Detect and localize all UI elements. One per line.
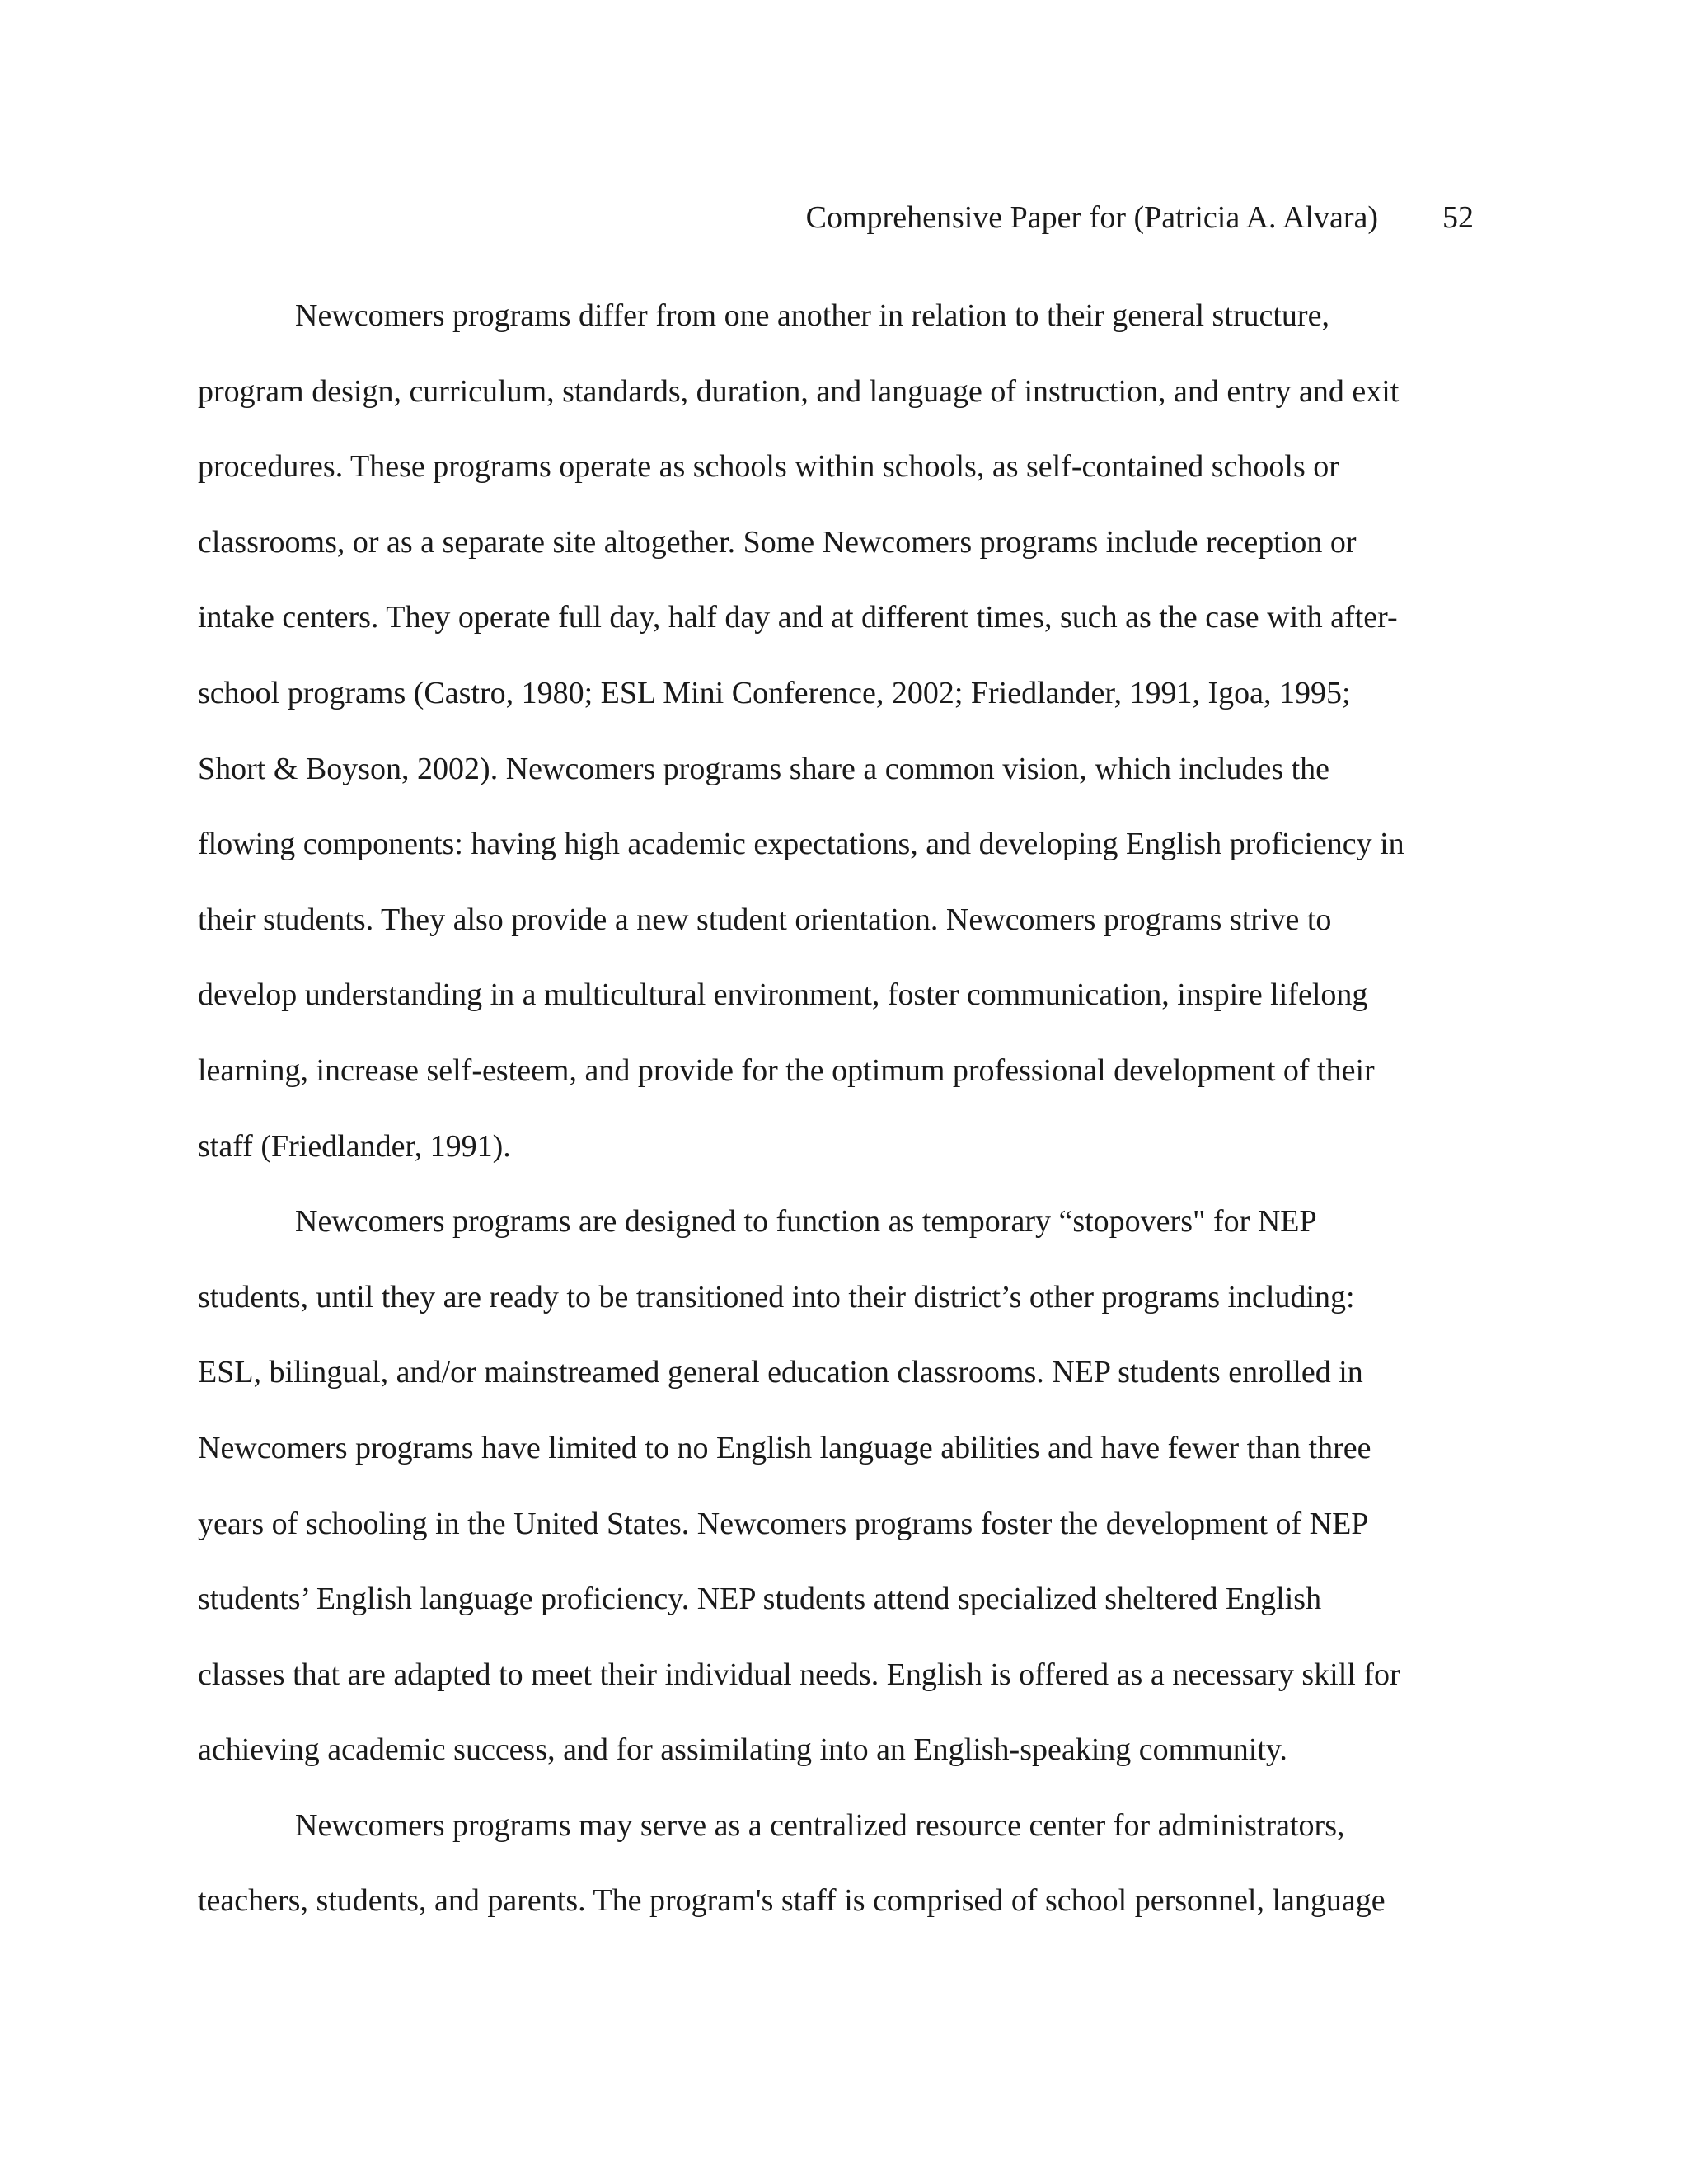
page-number: 52 [1442,200,1474,235]
text-line: classes that are adapted to meet their individual needs. English is offered as a necessary skill for [198,1657,1400,1692]
text-line: intake centers. They operate full day, half day and at different times, such as the case with after- [198,600,1398,635]
paragraph-first-line: Newcomers programs differ from one another in relation to their general structure, [295,298,1329,333]
text-line: their students. They also provide a new student orientation. Newcomers programs strive to [198,902,1332,937]
text-line: staff (Friedlander, 1991). [198,1128,511,1164]
text-line: teachers, students, and parents. The program's staff is comprised of school personnel, language [198,1883,1386,1919]
header-title: Comprehensive Paper for (Patricia A. Alvara) [805,200,1378,235]
running-head [806,194,1474,241]
text-line: procedures. These programs operate as schools within schools, as self-contained schools or [198,449,1339,485]
text-line: learning, increase self-esteem, and provide for the optimum professional development of their [198,1052,1375,1088]
text-line: years of schooling in the United States. Newcomers programs foster the development of NEP [198,1506,1369,1541]
text-line: Newcomers programs have limited to no English language abilities and have fewer than three [198,1430,1372,1465]
text-line: develop understanding in a multicultural environment, foster communication, inspire lifelong [198,977,1368,1013]
text-line: achieving academic success, and for assimilating into an English-speaking community. [198,1732,1287,1768]
text-line: Short & Boyson, 2002). Newcomers programs share a common vision, which includes the [198,751,1330,786]
text-line: program design, curriculum, standards, duration, and language of instruction, and entry and exit [198,373,1400,409]
paragraph-first-line: Newcomers programs are designed to function as temporary “stopovers" for NEP [295,1204,1317,1240]
text-line: classrooms, or as a separate site altogether. Some Newcomers programs include reception or [198,524,1357,560]
text-line: school programs (Castro, 1980; ESL Mini Conference, 2002; Friedlander, 1991, Igoa, 1995; [198,675,1351,710]
text-line: students’ English language proficiency. NEP students attend specialized sheltered English [198,1582,1322,1617]
text-line: flowing components: having high academic expectations, and developing English proficiency in [198,827,1404,862]
text-line: ESL, bilingual, and/or mainstreamed general education classrooms. NEP students enrolled in [198,1355,1363,1390]
text-line: students, until they are ready to be transitioned into their district’s other programs including: [198,1279,1355,1315]
paragraph-first-line: Newcomers programs may serve as a centralized resource center for administrators, [295,1807,1345,1843]
body-text [198,290,1490,1951]
